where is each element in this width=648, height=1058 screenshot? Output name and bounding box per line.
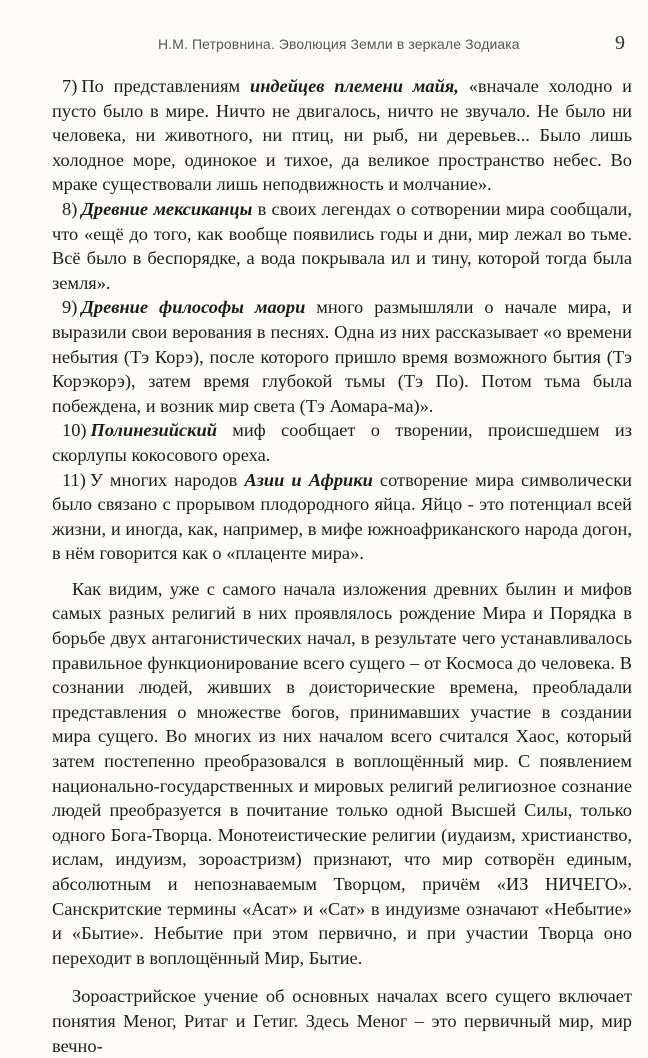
list-item [52,418,632,467]
item-text: миф сообщает о творении, происшедшем из скорлупы кокосового ореха. [52,420,632,465]
running-header [0,32,648,56]
item-text: в своих легендах о сотворении мира сообщали, что «ещё до того, как вообще появились годы и дни, мир лежал во тьме. Всё было в беспорядке, а вода покрывала ил и тину, которой тогда была земля». [52,198,632,293]
item-number: 9) [62,297,78,318]
list-item [52,295,632,418]
item-number: 10) [62,420,87,441]
item-number: 11) [62,469,86,490]
body-paragraph: Как видим, уже с самого начала изложения древних былин и мифов самых разных религий в них проявлялось рождение Мира и Порядка в борьбе двух антагонистических начал, в результате чего устанавливалось правильное функционирование всего сущего – от Космоса до человека. В сознании людей, живших в доисторические времена, преобладали представления о множестве богов, принимавших участие в создании мира сущего. Во многих из них началом всего считался Хаос, который затем постепенно преобразовался в воплощённый мир. С появлением национально-государственных и мировых религий религиозное сознание людей преобразуется в почитание только одной Высшей Силы, только одного Бога-Творца. Монотеистические религии (иудаизм, христианство, ислам, индуизм, зороастризм) признают, что мир сотворён единым, абсолютным и непознаваемым Творцом, причём «ИЗ НИЧЕГО». Санскритские термины «Асат» и «Сат» в индуизме означают «Небытие» и «Бытие». Небытие при этом первично, и при участии Творца оно переходит в воплощённый Мир, Бытие. [52,578,632,968]
list-item [52,197,632,295]
item-emphasis: индейцев племени майя, [249,76,459,96]
item-text-pre: У многих народов [89,469,245,490]
item-emphasis: Азии и Африки [244,469,373,490]
item-text: сотворение мира символически было связано с прорывом плодородного яйца. Яйцо - это потенциал всей жизни, и иногда, как, например, в мифе южноафриканского народа догон, в нём говорится как о «плаценте мира». [52,469,632,564]
item-emphasis: Древние философы маори [81,297,306,318]
body-paragraph: Зороастрийское учение об основных началах всего сущего включает понятия Меног, Ритаг и Гетиг. Здесь Меног – это первичный мир, мир вечно- [52,986,632,1056]
item-number: 8) [62,198,78,219]
list-item [52,468,632,566]
item-text-pre: По представлениям [81,76,250,96]
list-item [52,74,632,197]
item-emphasis: Полинезийский [90,420,217,441]
item-text: «вначале холодно и пусто было в мире. Ничто не двигалось, ничто не звучало. Не было ни человека, ни животного, ни птиц, ни рыб, ни деревьев... Было лишь холодное море, одинокое и тихое, да великое пространство небес. Во мраке существовали лишь неподвижность и молчание». [52,76,633,195]
header-title: Н.М. Петровнина. Эволюция Земли в зеркале Зодиака [158,36,520,52]
page-body [52,74,632,1058]
item-number: 7) [62,76,78,96]
item-emphasis: Древние мексиканцы [81,198,253,219]
page-number: 9 [615,32,625,54]
item-text: много размышляли о начале мира, и выразили свои верования в песнях. Одна из них рассказывает «о времени небытия (Тэ Корэ), после которого пришло время возможного бытия (Тэ Корэкорэ), затем время глубокой тьмы (Тэ По). Потом тьма была побеждена, и возник мир света (Тэ Аомара-ма)». [52,297,633,416]
